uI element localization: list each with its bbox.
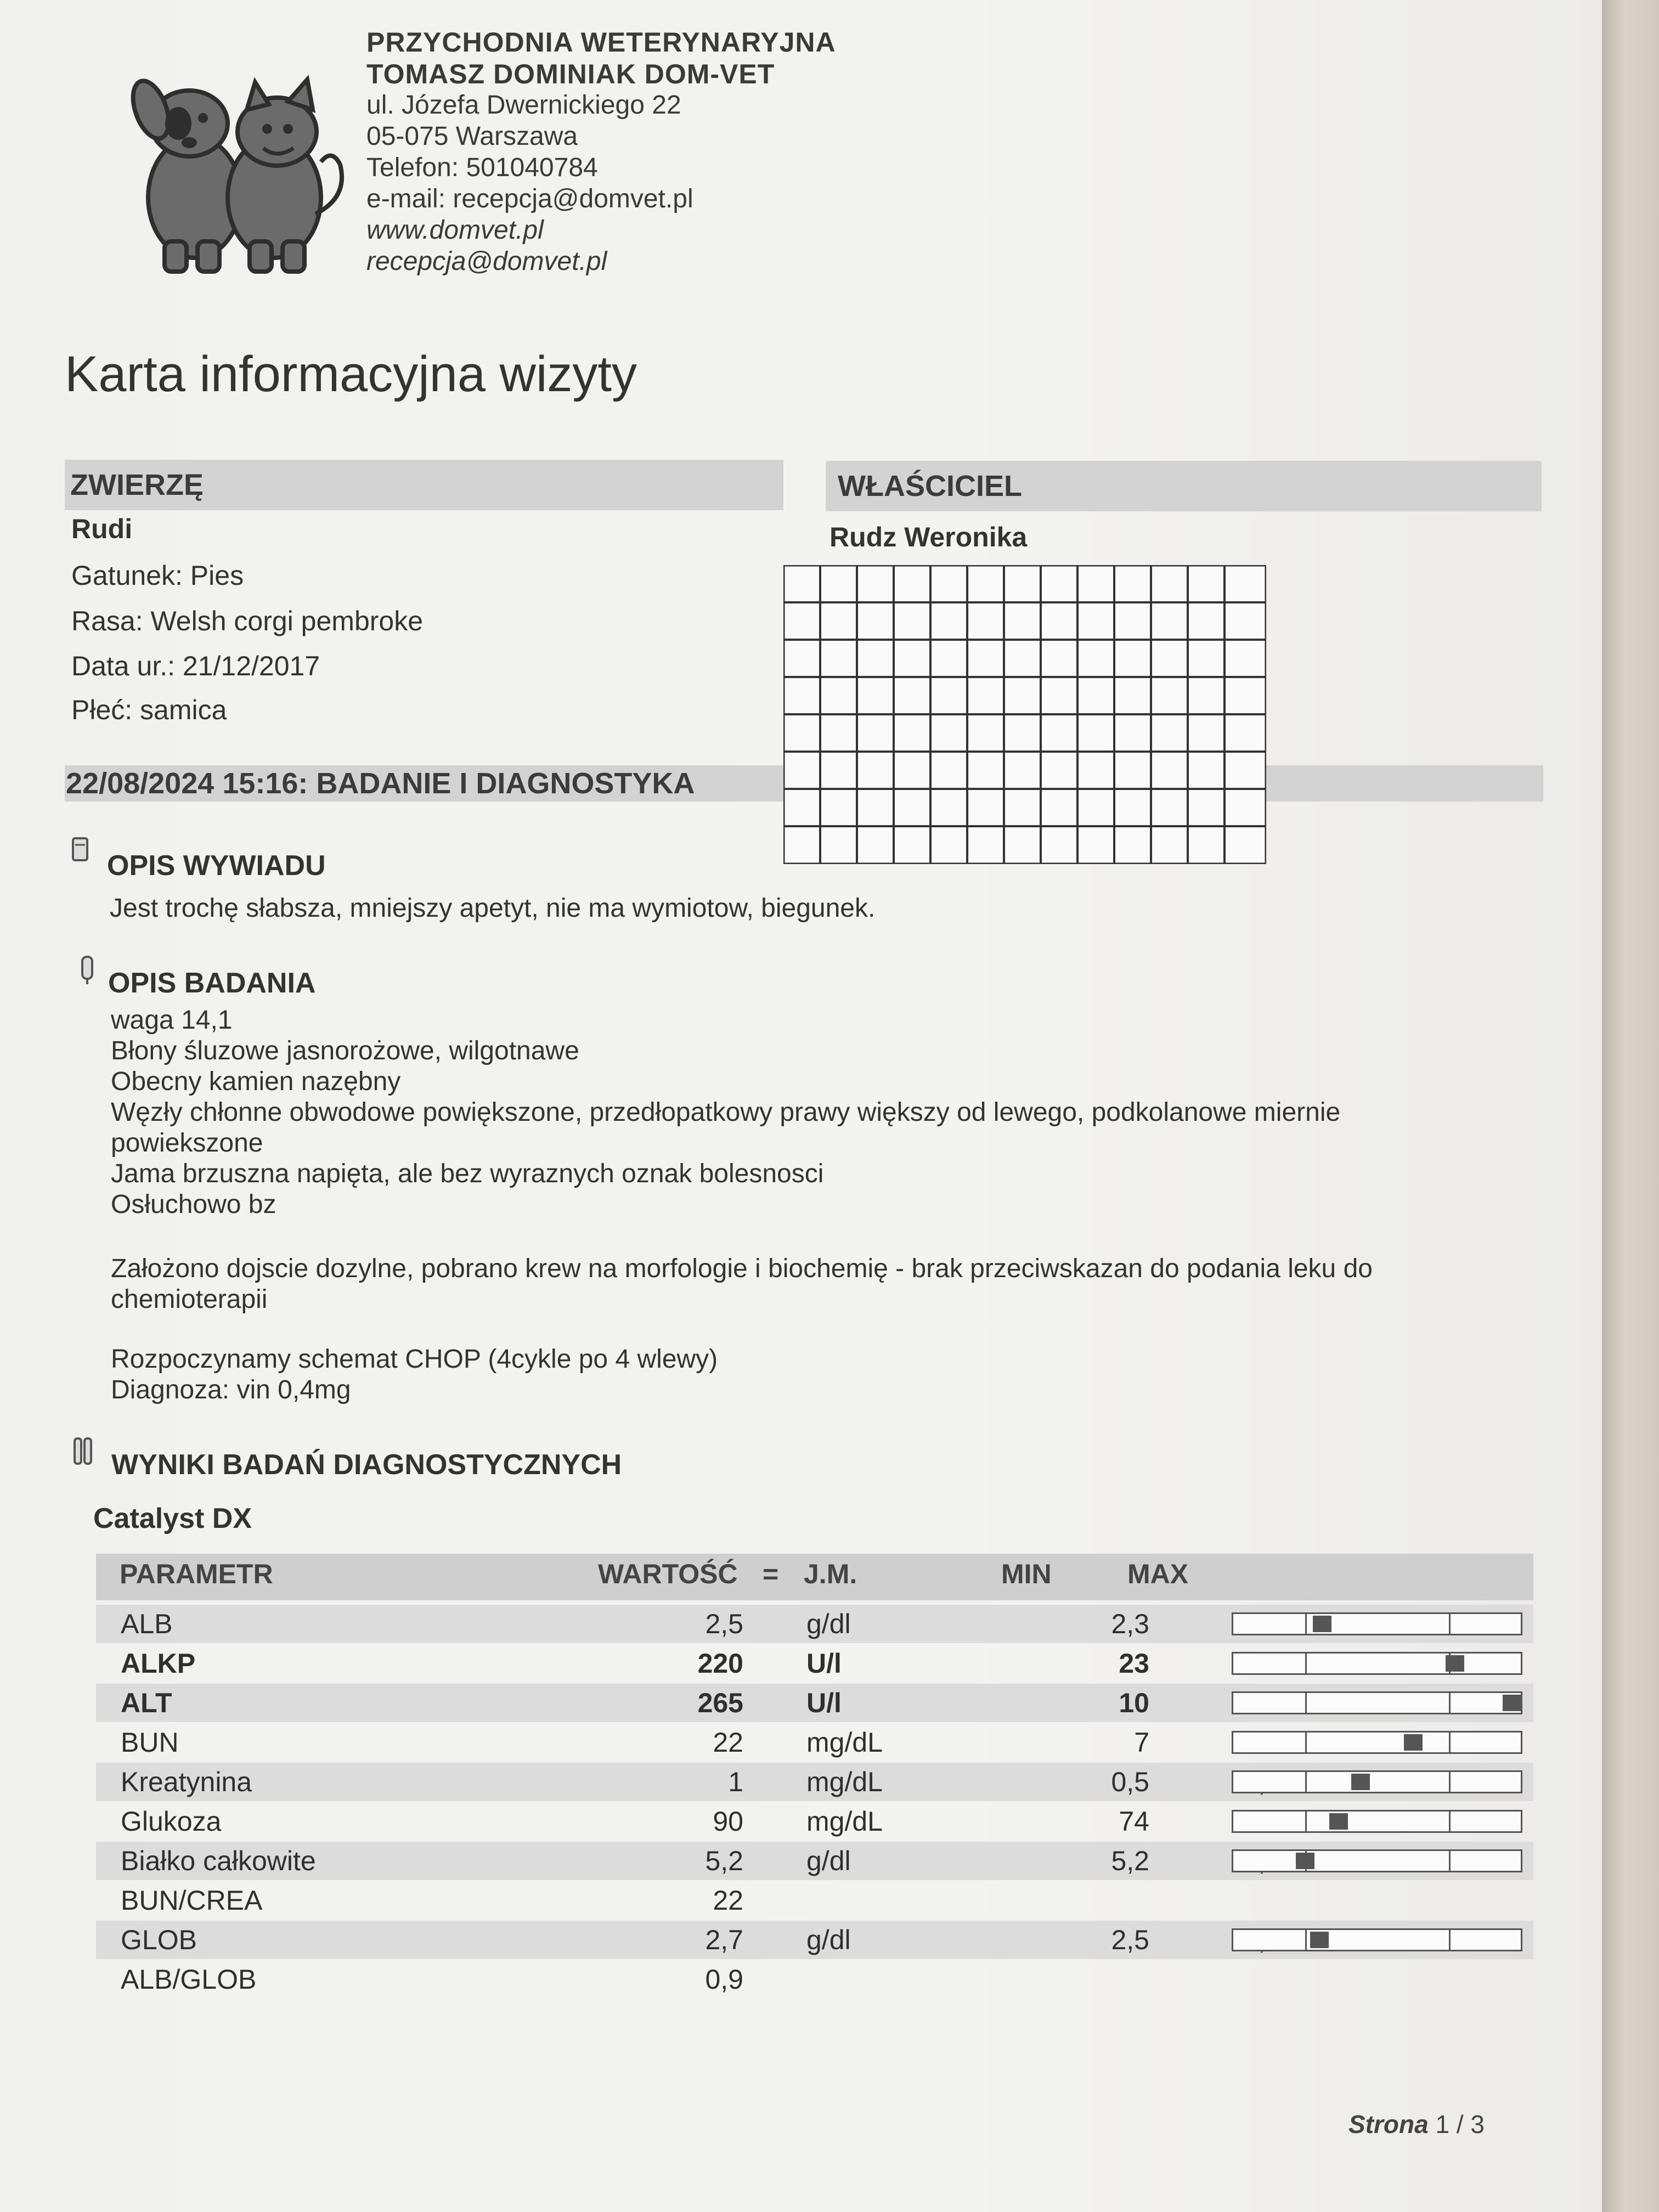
- exam-line-7: Osłuchowo bz: [111, 1190, 276, 1219]
- lab-tubes-icon: [72, 1436, 94, 1467]
- cell-value: 90: [713, 1806, 743, 1837]
- cell-unit: mg/dL: [806, 1806, 883, 1837]
- range-bar-tick: [1449, 1693, 1451, 1713]
- range-bar-tick: [1305, 1614, 1307, 1634]
- exam-line-4: Węzły chłonne obwodowe powiększone, przedłopatkowy prawy większy od lewego, podkolanowe miernie: [111, 1098, 1341, 1127]
- owner-section-header: [826, 461, 1542, 511]
- clinic-street: ul. Józefa Dwernickiego 22: [366, 91, 681, 120]
- range-bar-tick: [1449, 1851, 1451, 1871]
- range-bar: [1232, 1849, 1522, 1872]
- col-max-header: MAX: [1127, 1559, 1189, 1589]
- clinic-phone: Telefon: 501040784: [366, 153, 598, 182]
- cell-min: 5,2: [1111, 1846, 1149, 1876]
- page-total: / 3: [1456, 2110, 1485, 2138]
- cell-unit: mg/dL: [806, 1727, 883, 1758]
- cell-param: ALT: [121, 1688, 172, 1718]
- cell-param: BUN: [121, 1727, 179, 1758]
- range-bar-tick: [1449, 1772, 1451, 1792]
- cell-param: Glukoza: [121, 1806, 222, 1837]
- range-bar-tick: [1305, 1812, 1307, 1831]
- range-bar-marker: [1503, 1695, 1521, 1711]
- visit-header-label: 22/08/2024 15:16: BADANIE I DIAGNOSTYKA: [66, 767, 695, 800]
- col-eq-header: =: [763, 1559, 779, 1589]
- clinic-city: 05-075 Warszawa: [366, 122, 578, 151]
- range-bar: [1232, 1810, 1522, 1833]
- cell-param: BUN/CREA: [121, 1885, 263, 1916]
- range-bar-tick: [1305, 1733, 1307, 1752]
- cell-min: 23: [1119, 1648, 1149, 1679]
- col-unit-header: J.M.: [804, 1559, 857, 1589]
- exam-line-3: Obecny kamien nazębny: [111, 1067, 401, 1096]
- cell-param: Kreatynina: [121, 1767, 252, 1797]
- animal-species: Gatunek: Pies: [71, 560, 244, 591]
- range-bar-marker: [1296, 1853, 1314, 1869]
- range-bar-tick: [1305, 1772, 1307, 1792]
- clinic-website: www.domvet.pl: [366, 216, 544, 245]
- exam-icon: [77, 955, 99, 985]
- cell-param: ALB: [121, 1609, 173, 1639]
- interview-icon: [69, 834, 91, 865]
- cell-param: ALKP: [121, 1648, 196, 1679]
- range-bar: [1232, 1612, 1522, 1635]
- cell-param: ALB/GLOB: [121, 1964, 257, 1995]
- col-min-header: MIN: [1001, 1559, 1052, 1589]
- page-number: 1: [1435, 2110, 1450, 2138]
- table-row: [96, 1921, 1533, 1959]
- cell-value: 0,9: [705, 1964, 743, 1995]
- clinic-email-secondary: recepcja@domvet.pl: [366, 247, 607, 276]
- results-title: WYNIKI BADAŃ DIAGNOSTYCZNYCH: [111, 1449, 622, 1481]
- table-row: [96, 1723, 1533, 1762]
- owner-name: Rudz Weronika: [830, 522, 1028, 552]
- range-bar-tick: [1305, 1930, 1307, 1950]
- cell-value: 22: [713, 1885, 743, 1916]
- redaction-grid-sticker: [783, 565, 1266, 864]
- cell-value: 2,5: [705, 1609, 743, 1639]
- table-row: [96, 1881, 1533, 1920]
- range-bar: [1232, 1652, 1522, 1675]
- interview-title: OPIS WYWIADU: [107, 850, 326, 882]
- cell-value: 22: [713, 1727, 743, 1758]
- col-param-header: PARAMETR: [120, 1559, 273, 1589]
- animal-header-label: ZWIERZĘ: [70, 469, 204, 501]
- table-row: [96, 1644, 1533, 1683]
- table-row: [96, 1802, 1533, 1841]
- range-bar-marker: [1446, 1655, 1464, 1672]
- exam-line-10: Rozpoczynamy schemat CHOP (4cykle po 4 wlewy): [111, 1345, 718, 1374]
- animal-birth-date: Data ur.: 21/12/2017: [71, 651, 320, 681]
- table-row: [96, 1605, 1533, 1643]
- range-bar-marker: [1310, 1932, 1329, 1948]
- range-bar: [1232, 1731, 1522, 1754]
- table-row: [96, 1684, 1533, 1722]
- range-bar-tick: [1449, 1733, 1451, 1752]
- cell-unit: g/dl: [806, 1925, 851, 1955]
- cell-unit: U/l: [806, 1688, 842, 1718]
- exam-line-8: Założono dojscie dozylne, pobrano krew na morfologie i biochemię - brak przeciwskazan do podania leku do: [111, 1254, 1373, 1283]
- animal-section-header: [65, 460, 783, 510]
- range-bar-tick: [1449, 1812, 1451, 1831]
- range-bar-marker: [1329, 1813, 1348, 1830]
- range-bar: [1232, 1928, 1522, 1951]
- cell-value: 220: [697, 1648, 743, 1679]
- cell-value: 1: [728, 1767, 743, 1797]
- page-title: Karta informacyjna wizyty: [65, 346, 637, 402]
- cell-min: 2,3: [1111, 1609, 1149, 1639]
- owner-header-label: WŁAŚCICIEL: [838, 470, 1022, 503]
- desk-background: [1602, 0, 1659, 2212]
- cell-unit: g/dl: [806, 1846, 851, 1876]
- range-bar-marker: [1404, 1734, 1423, 1751]
- cell-value: 2,7: [705, 1925, 743, 1955]
- cell-min: 7: [1134, 1727, 1149, 1758]
- exam-line-2: Błony śluzowe jasnorożowe, wilgotnawe: [111, 1036, 579, 1065]
- page-label: Strona: [1348, 2110, 1429, 2138]
- range-bar-tick: [1449, 1930, 1451, 1950]
- animal-sex: Płeć: samica: [71, 695, 227, 725]
- exam-line-9: chemioterapii: [111, 1285, 268, 1314]
- cell-param: Białko całkowite: [121, 1846, 316, 1876]
- exam-line-5: powiekszone: [111, 1128, 263, 1158]
- cell-value: 265: [697, 1688, 743, 1718]
- range-bar-tick: [1305, 1693, 1307, 1713]
- cell-min: 10: [1119, 1688, 1149, 1718]
- interview-text: Jest trochę słabsza, mniejszy apetyt, nie ma wymiotow, biegunek.: [110, 894, 876, 923]
- clinic-email: e-mail: recepcja@domvet.pl: [366, 184, 693, 213]
- page-footer: [1348, 2109, 1485, 2139]
- range-bar-marker: [1313, 1616, 1331, 1632]
- cell-unit: U/l: [806, 1648, 842, 1679]
- range-bar: [1232, 1770, 1522, 1793]
- range-bar-tick: [1305, 1654, 1307, 1673]
- col-value-header: WARTOŚĆ: [598, 1559, 738, 1589]
- range-bar: [1232, 1691, 1522, 1714]
- exam-line-1: waga 14,1: [111, 1006, 233, 1035]
- animal-name: Rudi: [71, 514, 133, 544]
- cell-unit: mg/dL: [806, 1767, 883, 1797]
- exam-line-6: Jama brzuszna napięta, ale bez wyraznych oznak bolesnosci: [111, 1159, 824, 1188]
- clinic-owner-name: TOMASZ DOMINIAK DOM-VET: [366, 59, 775, 89]
- clinic-logo-icon: [123, 71, 354, 280]
- cell-min: 0,5: [1111, 1767, 1149, 1797]
- cell-value: 5,2: [705, 1846, 743, 1876]
- table-row: [96, 1842, 1533, 1880]
- analyzer-name: Catalyst DX: [93, 1503, 252, 1534]
- range-bar-tick: [1449, 1614, 1451, 1634]
- table-row: [96, 1763, 1533, 1801]
- clinic-name: PRZYCHODNIA WETERYNARYJNA: [366, 27, 836, 58]
- cell-unit: g/dl: [806, 1609, 851, 1639]
- cell-min: 74: [1119, 1806, 1149, 1837]
- animal-breed: Rasa: Welsh corgi pembroke: [71, 606, 424, 636]
- cell-min: 2,5: [1111, 1925, 1149, 1955]
- table-row: [96, 1960, 1533, 1999]
- cell-param: GLOB: [121, 1925, 197, 1955]
- exam-line-11: Diagnoza: vin 0,4mg: [111, 1375, 351, 1404]
- range-bar-marker: [1351, 1774, 1370, 1790]
- exam-title: OPIS BADANIA: [108, 967, 316, 999]
